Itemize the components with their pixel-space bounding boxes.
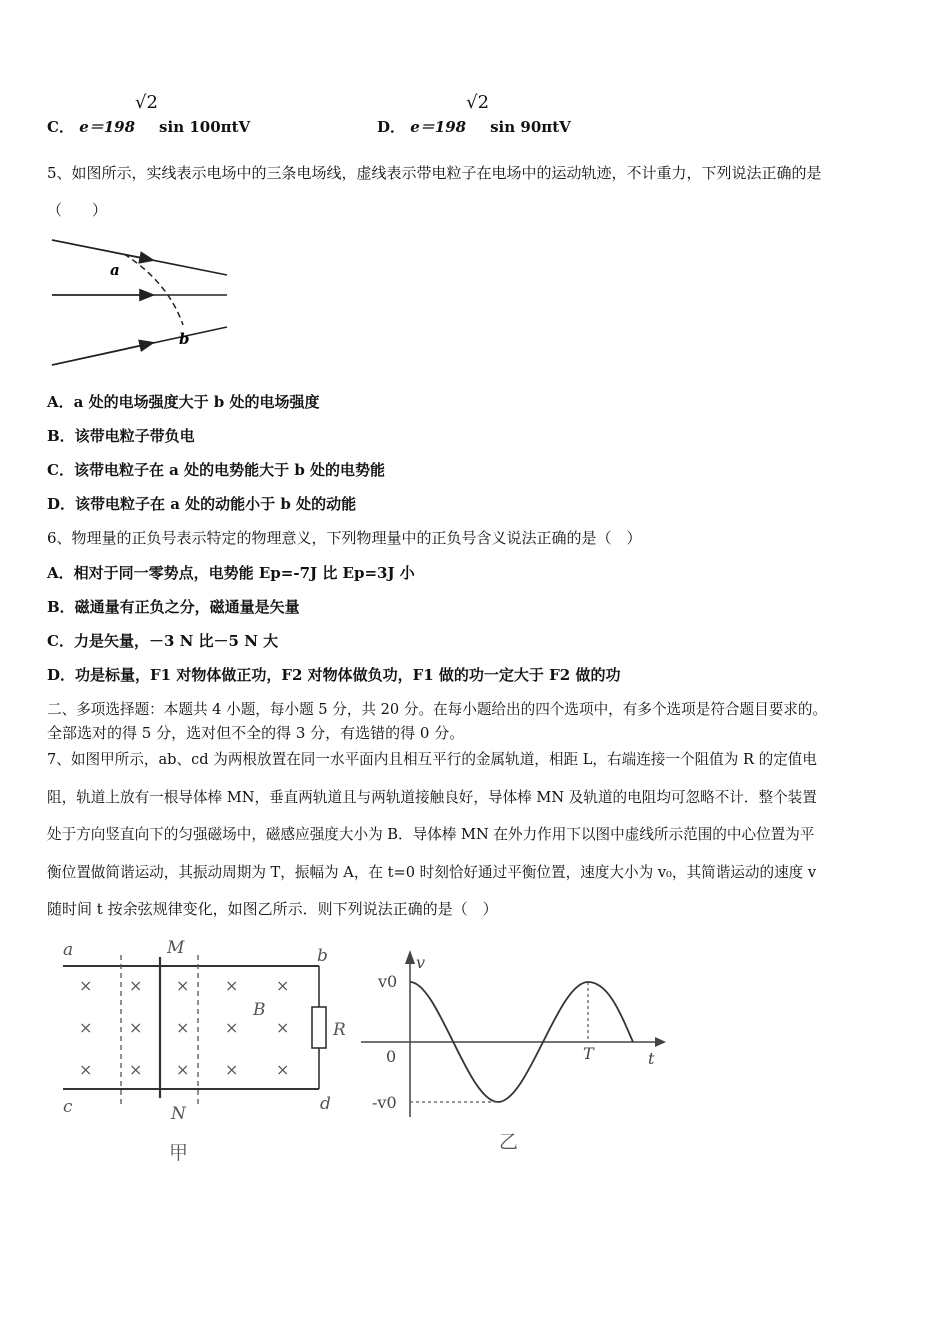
field-cross: × (276, 976, 290, 995)
q5-option-a: A．a 处的电场强度大于 b 处的电场强度 (47, 393, 320, 411)
label-m: M (167, 938, 185, 958)
q7-figure-yi (358, 942, 678, 1162)
label-n: N (171, 1104, 186, 1124)
q7-figure-jia (55, 935, 355, 1170)
label-period: T (583, 1044, 594, 1063)
q5-stem: 5、如图所示，实线表示电场中的三条电场线，虚线表示带电粒子在电场中的运动轨迹，不计重力，下列说法正确的是 (47, 164, 822, 182)
q6-stem: 6、物理量的正负号表示特定的物理意义，下列物理量中的正负号含义说法正确的是（ ） (47, 529, 642, 547)
formula-suffix: sin 90πtV (490, 118, 571, 136)
q6-option-d: D．功是标量，F1 对物体做正功，F2 对物体做负功，F1 做的功一定大于 F2 做的功 (47, 666, 621, 684)
option-label: C． (47, 118, 74, 136)
sqrt-two (135, 92, 159, 136)
q4-option-d (377, 92, 571, 137)
field-cross: × (225, 976, 239, 995)
field-cross: × (79, 976, 93, 995)
field-cross: × (129, 1060, 143, 1079)
section2-line2: 全部选对的得 5 分，选对但不全的得 3 分，有选错的得 0 分。 (47, 724, 465, 742)
q5-option-b: B．该带电粒子带负电 (47, 427, 195, 445)
field-cross: × (225, 1018, 239, 1037)
formula-prefix: e＝198 (79, 118, 136, 136)
option-label: D． (377, 118, 406, 136)
label-t: t (648, 1049, 655, 1068)
section2-line1: 二、多项选择题：本题共 4 小题，每小题 5 分，共 20 分。在每小题给出的四个选项中，有多个选项是符合题目要求的。 (47, 701, 828, 718)
field-cross: × (176, 976, 190, 995)
label-r: R (333, 1020, 346, 1040)
q6-option-a: A．相对于同一零势点，电势能 Ep=-7J 比 Ep=3J 小 (47, 564, 415, 582)
caption-yi: 乙 (499, 1131, 519, 1153)
field-cross: × (276, 1018, 290, 1037)
q7-line5: 随时间 t 按余弦规律变化，如图乙所示．则下列说法正确的是（ ） (47, 900, 498, 918)
radical: √2 (466, 92, 490, 113)
q7-line4: 衡位置做简谐运动，其振动周期为 T，振幅为 A，在 t=0 时刻恰好通过平衡位置，速度大小为 v₀，其简谐运动的速度 v (47, 864, 817, 881)
q7-line1: 7、如图甲所示，ab、cd 为两根放置在同一水平面内且相互平行的金属轨道，相距 L，右端连接一个阻值为 R 的定值电 (47, 751, 817, 768)
field-cross: × (176, 1018, 190, 1037)
q5-field-figure (46, 232, 236, 372)
formula-suffix: sin 100πtV (159, 118, 251, 136)
q5-option-c: C．该带电粒子在 a 处的电势能大于 b 处的电势能 (47, 461, 386, 479)
q5-option-d: D．该带电粒子在 a 处的动能小于 b 处的动能 (47, 495, 357, 513)
formula-prefix: e＝198 (410, 118, 467, 136)
q5-paren: （ ） (47, 201, 108, 219)
label-b: b (179, 330, 190, 348)
label-field-b: B (253, 1000, 266, 1020)
label-origin: 0 (386, 1047, 397, 1066)
q6-option-b: B．磁通量有正负之分，磁通量是矢量 (47, 598, 300, 616)
field-cross: × (79, 1060, 93, 1079)
field-cross: × (79, 1018, 93, 1037)
label-a: a (110, 261, 120, 279)
label-c: c (63, 1097, 73, 1117)
field-cross: × (176, 1060, 190, 1079)
field-cross: × (129, 1018, 143, 1037)
q6-option-c: C．力是矢量，－3 N 比－5 N 大 (47, 632, 279, 650)
radical: √2 (135, 92, 158, 113)
caption-jia: 甲 (169, 1142, 189, 1164)
label-a: a (63, 940, 74, 960)
q4-option-c (47, 92, 251, 137)
label-v0: v0 (378, 972, 398, 991)
label-d: d (320, 1094, 331, 1114)
resistor-r (312, 1007, 326, 1048)
field-cross: × (276, 1060, 290, 1079)
label-neg-v0: -v0 (372, 1093, 397, 1112)
sqrt-two (466, 92, 490, 136)
label-b: b (317, 946, 328, 966)
field-cross: × (129, 976, 143, 995)
q7-line3: 处于方向竖直向下的匀强磁场中，磁感应强度大小为 B．导体棒 MN 在外力作用下以图中虚线所示范围的中心位置为平 (47, 826, 815, 843)
field-cross: × (225, 1060, 239, 1079)
label-v: v (416, 953, 426, 972)
q7-line2: 阻，轨道上放有一根导体棒 MN，垂直两轨道且与两轨道接触良好，导体棒 MN 及轨道的电阻均可忽略不计．整个装置 (47, 789, 817, 806)
